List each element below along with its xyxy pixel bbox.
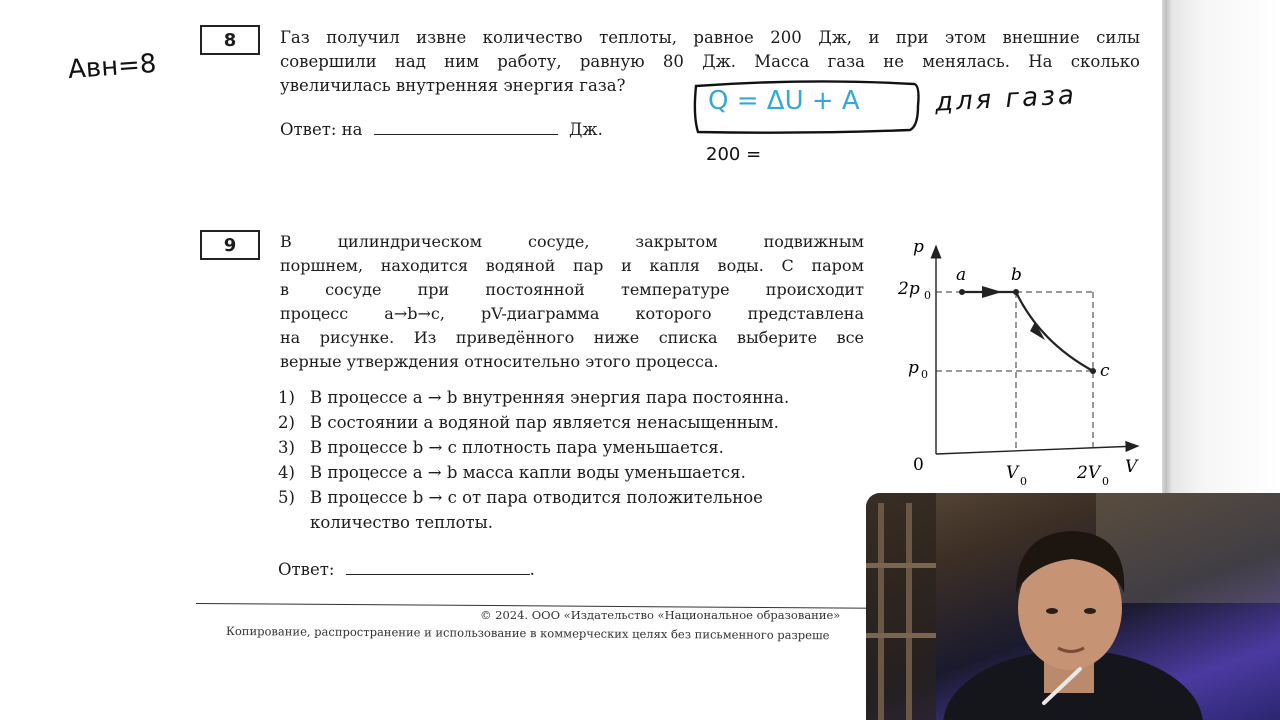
tick-p0-sub: 0 [921,368,928,381]
arrow-a-b [982,286,1002,298]
option-text: В процессе a → b внутренняя энергия пара постоянна. [310,388,790,407]
option-item [278,410,868,435]
task-9-line: процесс a→b→c, pV-диаграмма которого представлена [280,304,864,323]
tick-2v0-sub: 0 [1102,475,1109,488]
option-5-continuation: количество теплоты. [310,513,494,532]
task-9-answer-end: . [529,560,535,579]
task-8-answer-field[interactable] [374,120,558,135]
tick-p0: p [908,358,919,378]
option-text: В процессе a → b масса капли воды уменьшается. [310,463,746,482]
v-axis [936,446,1138,454]
point-b-dot [1013,289,1019,295]
option-number: 3) [278,438,295,457]
option-item [278,485,868,510]
pv-diagram [880,232,1150,494]
handwritten-eq200: 200 = [706,144,762,165]
option-text: В состоянии a водяной пар является ненасыщенным. [310,413,779,432]
task-8-line: Газ получил извне количество теплоты, равное 200 Дж, и при этом внешние силы [280,28,1140,47]
handwritten-a-vn: Aвн=8 [67,48,158,86]
option-item [278,435,868,460]
handwritten-gas-note: для газа [934,80,1078,118]
task-9-number-text: 9 [223,234,237,256]
tick-v0: V [1006,463,1019,483]
task-9-answer [278,560,535,579]
axis-label-v: V [1125,457,1138,477]
task-8-answer [280,120,603,139]
option-number: 4) [278,463,295,482]
point-a-label: a [956,265,967,285]
task-8-number [200,25,260,55]
point-c-label: c [1100,361,1110,381]
tick-2p0-sub: 0 [924,289,931,302]
task-9-options [278,385,868,535]
option-item [278,460,868,485]
task-8-line: совершили над ним работу, равную 80 Дж. Масса газа не менялась. На сколько [280,52,1140,71]
option-item [278,385,868,410]
point-b-label: b [1011,265,1022,285]
task-9-number [200,230,260,260]
option-number: 1) [278,388,295,407]
option-number: 5) [278,488,295,507]
webcam-overlay [866,493,1280,720]
task-9-line: на рисунке. Из приведённого ниже списка выберите все [280,328,864,347]
option-text: В процессе b → c плотность пара уменьшается. [310,438,724,457]
origin-label: 0 [913,455,924,475]
task-8-answer-label: Ответ: на [280,120,363,139]
tick-2v0: 2V [1077,463,1101,483]
option-text: В процессе b → c от пара отводится положительное [310,488,763,507]
handwritten-formula: Q = ΔU + A [708,86,860,116]
task-9-line: поршнем, находится водяной пар и капля воды. С паром [280,256,864,275]
task-9-line: в сосуде при постоянной температуре происходит [280,280,864,299]
task-9-answer-label: Ответ: [278,560,335,579]
axis-label-p: p [913,237,924,257]
option-number: 2) [278,413,295,432]
task-9-text [280,230,864,374]
footer-license: Копирование, распространение и использование в коммерческих целях без письменного разреше [225,624,830,643]
webcam-scene [866,493,1280,720]
tick-2p0: 2p [898,279,920,299]
task-8-line: увеличилась внутренняя энергия газа? [280,76,626,95]
task-9-line: В цилиндрическом сосуде, закрытом подвижным [280,232,864,251]
task-8-number-text: 8 [223,29,237,51]
task-9-line: верные утверждения относительно этого процесса. [280,352,719,371]
task-8-answer-unit: Дж. [568,120,603,139]
tick-v0-sub: 0 [1020,475,1027,488]
process-b-c [1016,292,1093,371]
point-c-dot [1090,368,1096,374]
footer-copyright: © 2024. ООО «Издательство «Национальное образование» [480,608,841,622]
point-a-dot [959,289,965,295]
task-9-answer-field[interactable] [346,560,530,575]
